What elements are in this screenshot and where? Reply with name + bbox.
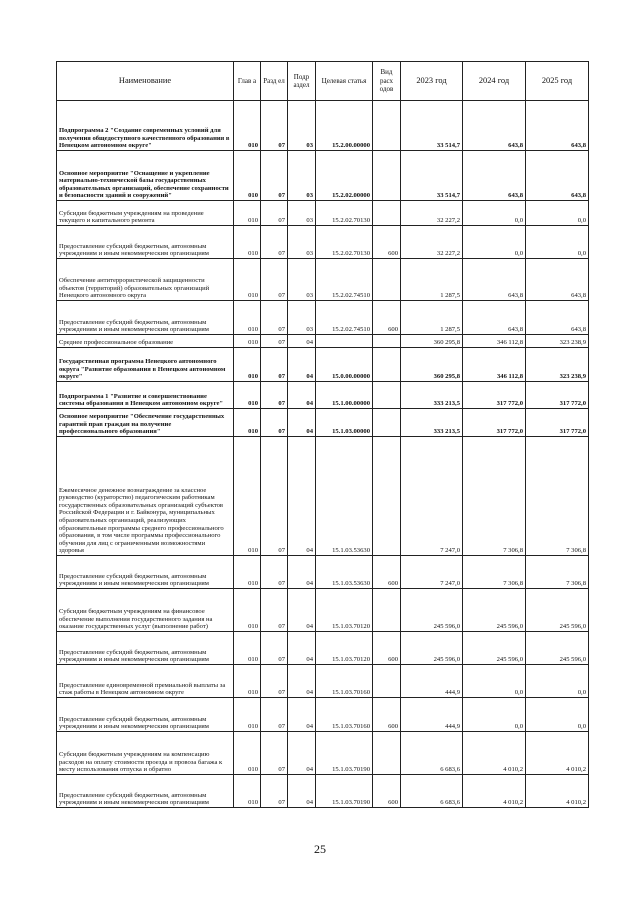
row-value-2025: 7 306,8 [526,437,589,556]
row-value-2024: 7 306,8 [463,437,526,556]
row-value-2024: 0,0 [463,698,526,732]
table-row [57,632,589,665]
row-razdel: 07 [261,556,288,589]
row-expense-type [373,437,401,556]
row-glava: 010 [234,226,261,259]
row-target-article: 15.1.03.53630 [316,556,373,589]
row-razdel: 07 [261,409,288,437]
row-podrazdel: 04 [288,409,316,437]
row-value-2023: 33 514,7 [401,151,463,201]
row-glava: 010 [234,732,261,775]
row-expense-type: 600 [373,698,401,732]
row-name: Предоставление единовременной премиальной выплаты за стаж работы в Ненецком автономном округе [57,665,234,698]
row-value-2024: 0,0 [463,201,526,226]
row-expense-type [373,259,401,301]
table-row [57,665,589,698]
row-value-2024: 0,0 [463,665,526,698]
row-glava: 010 [234,556,261,589]
row-value-2025: 0,0 [526,201,589,226]
table-row [57,101,589,151]
row-target-article: 15.2.02.74510 [316,301,373,335]
row-glava: 010 [234,301,261,335]
table-row [57,589,589,632]
row-glava: 010 [234,101,261,151]
row-expense-type [373,335,401,348]
row-name: Предоставление субсидий бюджетным, автономным учреждениям и иным некоммерческим организациям [57,226,234,259]
row-podrazdel: 03 [288,201,316,226]
row-name: Основное мероприятие "Оснащение и укрепление материально-технической базы государственных образовательных организаций, обеспечение сохранности и безопасности зданий и сооружений" [57,151,234,201]
row-glava: 010 [234,775,261,808]
header-target-article: Целевая статья [316,62,373,101]
row-value-2023: 32 227,2 [401,201,463,226]
row-target-article: 15.2.02.70130 [316,201,373,226]
budget-table [56,61,589,808]
row-value-2024: 4 010,2 [463,732,526,775]
row-value-2023: 1 287,5 [401,301,463,335]
header-glava: Глав а [234,62,261,101]
table-row [57,301,589,335]
row-name: Субсидии бюджетным учреждениям на проведение текущего и капитального ремонта [57,201,234,226]
table-row [57,698,589,732]
table-row [57,437,589,556]
row-value-2025: 643,8 [526,301,589,335]
row-name: Предоставление субсидий бюджетным, автономным учреждениям и иным некоммерческим организациям [57,301,234,335]
row-expense-type: 600 [373,556,401,589]
row-name: Субсидии бюджетным учреждениям на компенсацию расходов на оплату стоимости проезда и провоза багажа к месту использования отпуска и обратно [57,732,234,775]
row-expense-type [373,382,401,409]
row-target-article: 15.1.03.70120 [316,589,373,632]
row-razdel: 07 [261,301,288,335]
row-target-article: 15.1.03.70160 [316,698,373,732]
table-row [57,151,589,201]
row-expense-type: 600 [373,226,401,259]
row-value-2025: 643,8 [526,151,589,201]
row-podrazdel: 04 [288,589,316,632]
row-value-2024: 245 596,0 [463,589,526,632]
row-podrazdel: 03 [288,301,316,335]
row-value-2025: 0,0 [526,226,589,259]
row-value-2023: 333 213,5 [401,382,463,409]
row-razdel: 07 [261,437,288,556]
table-body [57,101,589,808]
row-value-2024: 643,8 [463,101,526,151]
header-razdel: Разд ел [261,62,288,101]
row-razdel: 07 [261,632,288,665]
row-razdel: 07 [261,589,288,632]
row-razdel: 07 [261,698,288,732]
row-expense-type [373,589,401,632]
row-glava: 010 [234,335,261,348]
row-value-2023: 360 295,8 [401,335,463,348]
table-row [57,382,589,409]
row-podrazdel: 03 [288,226,316,259]
header-2024: 2024 год [463,62,526,101]
row-value-2025: 323 238,9 [526,335,589,348]
row-value-2024: 4 010,2 [463,775,526,808]
table-row [57,409,589,437]
row-name: Подпрограмма 2 "Создание современных условий для получения общедоступного качественного образования в Ненецком автономном округе" [57,101,234,151]
row-glava: 010 [234,348,261,382]
row-glava: 010 [234,409,261,437]
row-glava: 010 [234,259,261,301]
row-name: Обеспечение антитеррористической защищенности объектов (территорий) образовательных организаций Ненецкого автономного округа [57,259,234,301]
header-2023: 2023 год [401,62,463,101]
row-value-2024: 346 112,8 [463,348,526,382]
row-name: Предоставление субсидий бюджетным, автономным учреждениям и иным некоммерческим организациям [57,698,234,732]
row-value-2025: 0,0 [526,665,589,698]
row-value-2024: 643,8 [463,301,526,335]
row-name: Основное мероприятие "Обеспечение государственных гарантий прав граждан на получение профессионального образования" [57,409,234,437]
row-target-article: 15.1.03.70120 [316,632,373,665]
row-podrazdel: 04 [288,556,316,589]
row-name: Предоставление субсидий бюджетным, автономным учреждениям и иным некоммерческим организациям [57,556,234,589]
row-value-2024: 317 772,0 [463,409,526,437]
row-value-2023: 245 596,0 [401,589,463,632]
row-target-article: 15.1.03.53630 [316,437,373,556]
row-razdel: 07 [261,382,288,409]
row-value-2023: 6 683,6 [401,775,463,808]
table-row [57,201,589,226]
table-row [57,775,589,808]
row-podrazdel: 04 [288,335,316,348]
page-number: 25 [314,842,326,856]
row-expense-type [373,665,401,698]
row-value-2025: 317 772,0 [526,409,589,437]
row-expense-type [373,201,401,226]
row-podrazdel: 04 [288,382,316,409]
row-podrazdel: 04 [288,775,316,808]
row-value-2023: 245 596,0 [401,632,463,665]
row-value-2023: 333 213,5 [401,409,463,437]
row-target-article: 15.2.02.74510 [316,259,373,301]
table-row [57,348,589,382]
row-value-2025: 643,8 [526,101,589,151]
row-target-article: 15.0.00.00000 [316,348,373,382]
row-name: Ежемесячное денежное вознаграждение за классное руководство (кураторство) педагогическим работникам государственных образовательных организаций субъектов Российской Федерации и г. Байконура, муниципальных образовательных организаций, реализующих образовательные программы среднего профессионального образования, в том числе программы профессионального обучения для лиц с ограниченными возможностями здоровья [57,437,234,556]
row-podrazdel: 03 [288,101,316,151]
row-razdel: 07 [261,101,288,151]
row-value-2023: 444,9 [401,698,463,732]
row-value-2024: 245 596,0 [463,632,526,665]
row-razdel: 07 [261,201,288,226]
table-row [57,226,589,259]
row-target-article: 15.1.00.00000 [316,382,373,409]
row-target-article: 15.1.03.00000 [316,409,373,437]
row-value-2024: 643,8 [463,259,526,301]
table-row [57,259,589,301]
row-value-2023: 1 287,5 [401,259,463,301]
row-glava: 010 [234,665,261,698]
row-podrazdel: 04 [288,698,316,732]
row-value-2025: 245 596,0 [526,632,589,665]
row-value-2025: 643,8 [526,259,589,301]
header-2025: 2025 год [526,62,589,101]
row-razdel: 07 [261,732,288,775]
row-value-2023: 6 683,6 [401,732,463,775]
row-podrazdel: 04 [288,632,316,665]
row-target-article: 15.1.03.70190 [316,775,373,808]
row-razdel: 07 [261,775,288,808]
row-expense-type [373,409,401,437]
row-target-article: 15.2.02.70130 [316,226,373,259]
row-value-2023: 7 247,0 [401,437,463,556]
row-expense-type: 600 [373,775,401,808]
row-value-2023: 360 295,8 [401,348,463,382]
row-glava: 010 [234,382,261,409]
row-value-2023: 444,9 [401,665,463,698]
row-razdel: 07 [261,151,288,201]
row-glava: 010 [234,632,261,665]
row-glava: 010 [234,151,261,201]
row-razdel: 07 [261,665,288,698]
row-value-2025: 317 772,0 [526,382,589,409]
row-value-2025: 4 010,2 [526,775,589,808]
row-expense-type: 600 [373,632,401,665]
table-row [57,732,589,775]
row-podrazdel: 04 [288,437,316,556]
row-value-2023: 32 227,2 [401,226,463,259]
row-name: Субсидии бюджетным учреждениям на финансовое обеспечение выполнения государственного задания на оказание государственных услуг (выполнение работ) [57,589,234,632]
table-header-row [57,62,589,101]
row-podrazdel: 04 [288,348,316,382]
row-value-2024: 643,8 [463,151,526,201]
row-target-article: 15.1.03.70160 [316,665,373,698]
row-value-2024: 0,0 [463,226,526,259]
row-razdel: 07 [261,259,288,301]
row-expense-type [373,348,401,382]
row-value-2023: 33 514,7 [401,101,463,151]
row-expense-type [373,732,401,775]
row-razdel: 07 [261,348,288,382]
header-podrazdel: Подр аздел [288,62,316,101]
row-name: Государственная программа Ненецкого автономного округа "Развитие образования в Ненецком автономном округе" [57,348,234,382]
row-value-2024: 7 306,8 [463,556,526,589]
row-razdel: 07 [261,226,288,259]
row-value-2024: 317 772,0 [463,382,526,409]
row-value-2025: 245 596,0 [526,589,589,632]
table-row [57,556,589,589]
row-podrazdel: 03 [288,259,316,301]
row-name: Подпрограмма 1 "Развитие и совершенствование системы образования в Ненецком автономном округе" [57,382,234,409]
row-value-2025: 7 306,8 [526,556,589,589]
row-podrazdel: 04 [288,732,316,775]
row-name: Предоставление субсидий бюджетным, автономным учреждениям и иным некоммерческим организациям [57,632,234,665]
row-value-2025: 4 010,2 [526,732,589,775]
row-target-article [316,335,373,348]
row-name: Предоставление субсидий бюджетным, автономным учреждениям и иным некоммерческим организациям [57,775,234,808]
row-glava: 010 [234,589,261,632]
row-value-2024: 346 112,8 [463,335,526,348]
row-value-2025: 0,0 [526,698,589,732]
row-glava: 010 [234,698,261,732]
row-expense-type [373,151,401,201]
row-value-2025: 323 238,9 [526,348,589,382]
row-name: Среднее профессиональное образование [57,335,234,348]
row-glava: 010 [234,201,261,226]
table-row [57,335,589,348]
row-target-article: 15.2.00.00000 [316,101,373,151]
row-target-article: 15.1.03.70190 [316,732,373,775]
row-expense-type: 600 [373,301,401,335]
row-value-2023: 7 247,0 [401,556,463,589]
header-expense-type: Вид расх одов [373,62,401,101]
header-name: Наименование [57,62,234,101]
row-podrazdel: 04 [288,665,316,698]
row-razdel: 07 [261,335,288,348]
row-glava: 010 [234,437,261,556]
row-expense-type [373,101,401,151]
row-podrazdel: 03 [288,151,316,201]
row-target-article: 15.2.02.00000 [316,151,373,201]
